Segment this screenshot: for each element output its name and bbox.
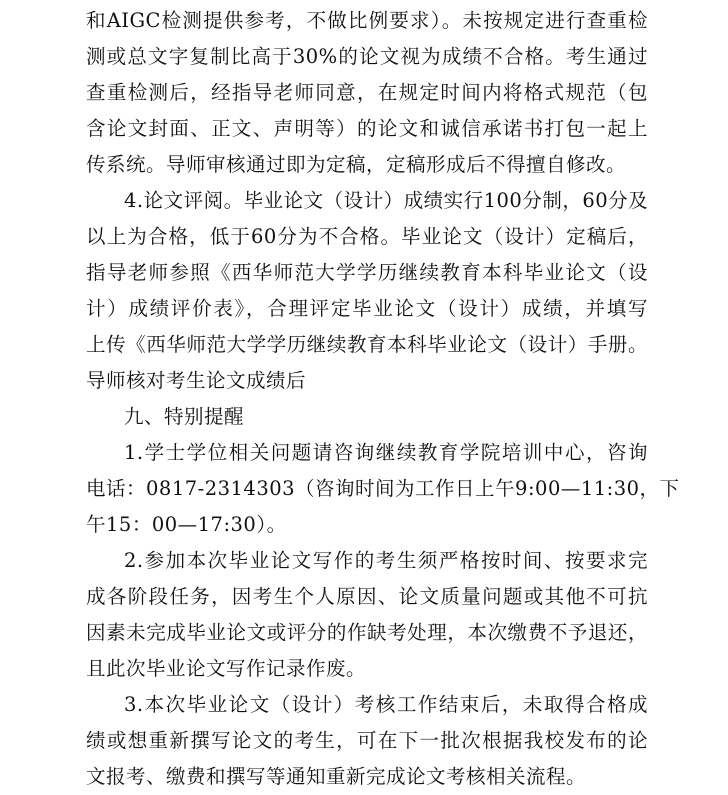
body-text-line: 计）成绩评价表》，合理评定毕业论文（设计）成绩，并填写 — [86, 297, 648, 320]
body-text-line: 测或总文字复制比高于30%的论文视为成绩不合格。考生通过 — [86, 45, 648, 68]
body-text-line: 查重检测后，经指导老师同意，在规定时间内将格式规范（包 — [86, 81, 648, 104]
body-text-line: 含论文封面、正文、声明等）的论文和诚信承诺书打包一起上 — [86, 117, 648, 140]
body-text-line: 和AIGC检测提供参考，不做比例要求）。未按规定进行查重检 — [86, 9, 648, 32]
body-text-line: 上传《西华师范大学学历继续教育本科毕业论文（设计）手册。 — [86, 333, 648, 356]
paragraph-4-first-line: 4.论文评阅。毕业论文（设计）成绩实行100分制，60分及 — [124, 189, 649, 212]
body-text-line: 以上为合格，低于60分为不合格。毕业论文（设计）定稿后， — [86, 225, 648, 248]
body-text-line: 文报考、缴费和撰写等通知重新完成论文考核相关流程。 — [86, 765, 587, 788]
body-text-line: 绩或想重新撰写论文的考生，可在下一批次根据我校发布的论 — [86, 729, 648, 752]
body-text-line: 成各阶段任务，因考生个人原因、论文质量问题或其他不可抗 — [86, 585, 648, 608]
body-text-line: 午15：00—17:30）。 — [86, 513, 287, 536]
body-text-line: 导师核对考生论文成绩后 — [86, 369, 307, 392]
section-heading: 九、特别提醒 — [124, 405, 245, 428]
reminder-1-first-line: 1.学士学位相关问题请咨询继续教育学院培训中心，咨询 — [124, 441, 648, 464]
body-text-line: 电话：0817-2314303（咨询时间为工作日上午9:00—11:30，下 — [86, 477, 680, 500]
body-text-line: 传系统。导师审核通过即为定稿，定稿形成后不得擅自修改。 — [86, 153, 627, 176]
reminder-2-first-line: 2.参加本次毕业论文写作的考生须严格按时间、按要求完 — [124, 549, 648, 572]
reminder-3-first-line: 3.本次毕业论文（设计）考核工作结束后，未取得合格成 — [124, 693, 648, 716]
body-text-line: 指导老师参照《西华师范大学学历继续教育本科毕业论文（设 — [86, 261, 648, 284]
body-text-line: 因素未完成毕业论文或评分的作缺考处理，本次缴费不予退还， — [86, 621, 648, 644]
body-text-line: 且此次毕业论文写作记录作废。 — [86, 657, 367, 680]
